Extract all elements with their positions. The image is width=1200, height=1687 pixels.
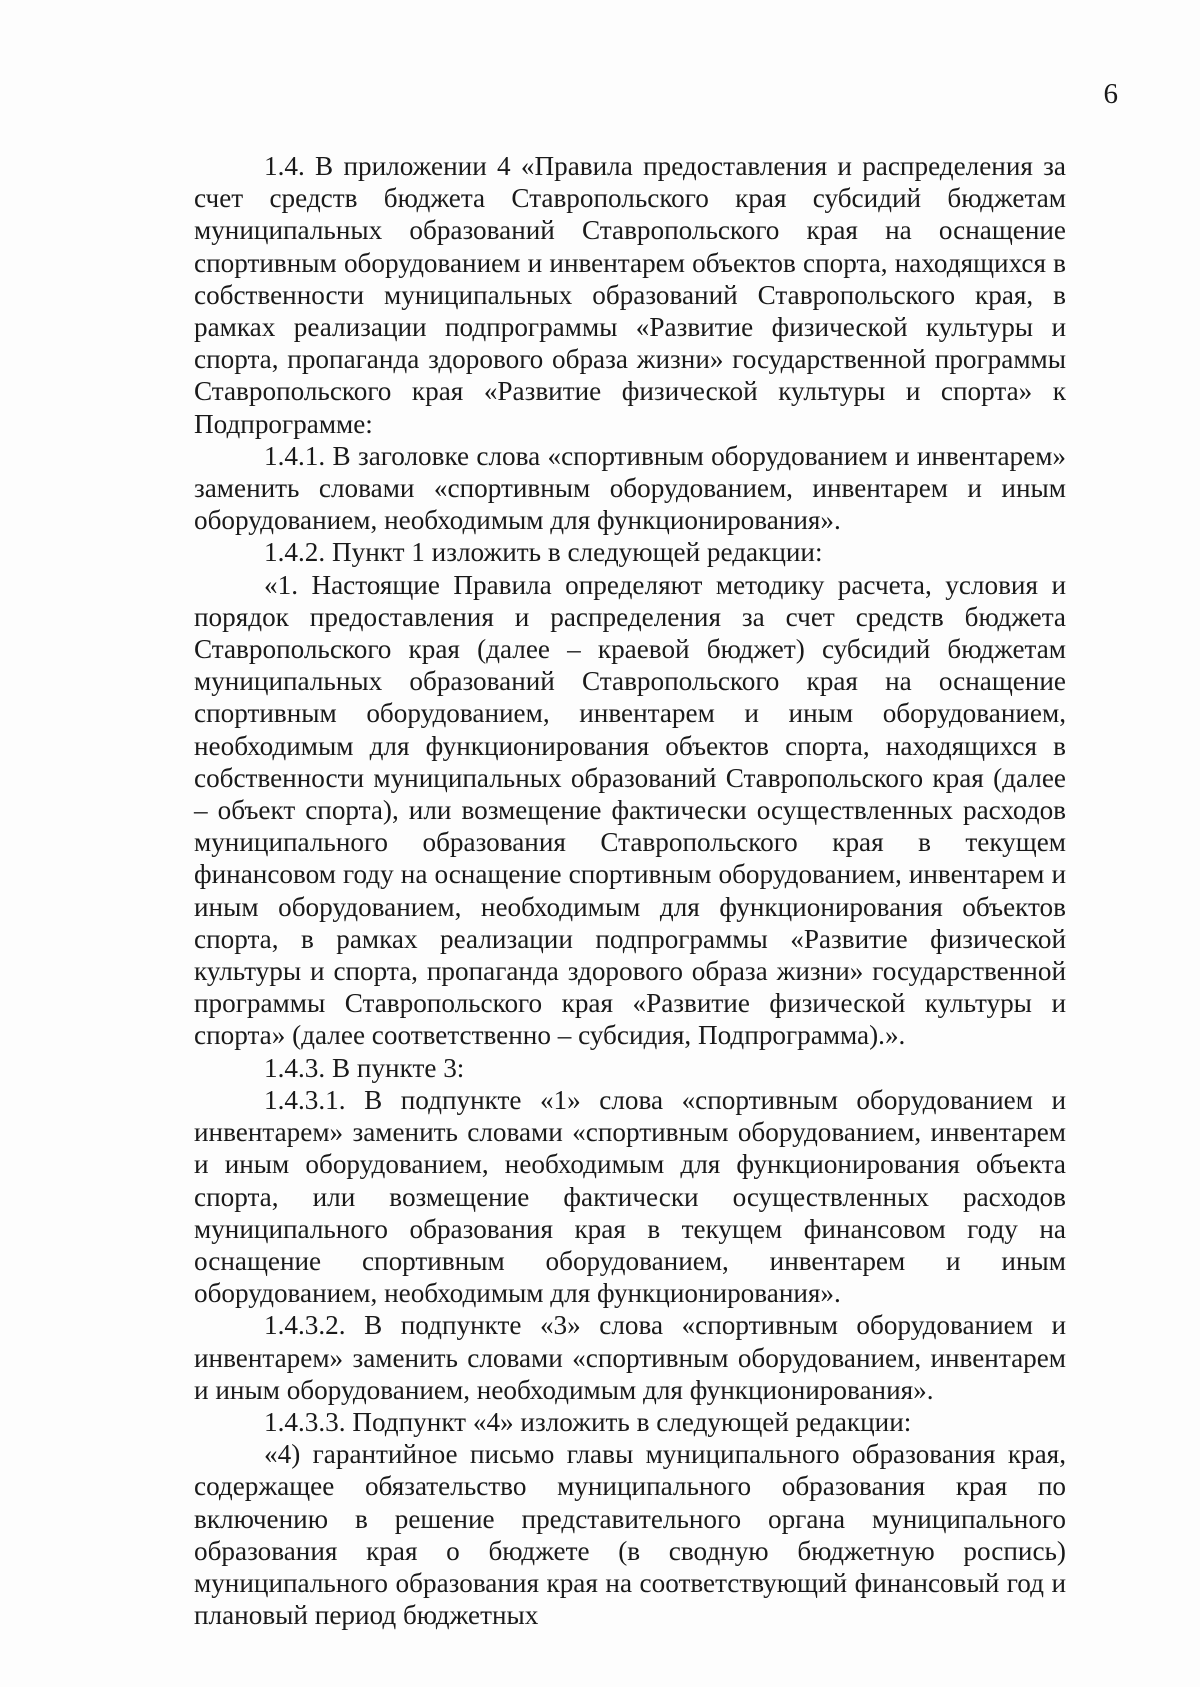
paragraph-1-4-3: 1.4.3. В пункте 3: <box>264 1052 465 1083</box>
paragraph-1-4-3-1: 1.4.3.1. В подпункте «1» слова «спортивным оборудованием и инвентарем» заменить словами «спортивным оборудованием, инвентарем и иным оборудованием, необходимым для функционирования объекта спорта, или возмещение фактически осуществленных расходов муниципального образования края в текущем финансовом году на оснащение спортивным оборудованием, инвентарем и иным оборудованием, необходимым для функционирования». <box>194 1084 1066 1309</box>
paragraph-1-4: 1.4. В приложении 4 «Правила предоставления и распределения за счет средств бюджета Ставропольского края субсидий бюджетам муниципальных образований Ставропольского края на оснащение спортивным оборудованием и инвентарем объектов спорта, находящихся в собственности муниципальных образований Ставропольского края, в рамках реализации подпрограммы «Развитие физической культуры и спорта, пропаганда здорового образа жизни» государственной программы Ставропольского края «Развитие физической культуры и спорта» к Подпрограмме: <box>194 151 1066 439</box>
paragraph-1-4-1: 1.4.1. В заголовке слова «спортивным оборудованием и инвентарем» заменить словами «спортивным оборудованием, инвентарем и иным оборудованием, необходимым для функционирования». <box>194 440 1066 536</box>
paragraph-1-4-3-3: 1.4.3.3. Подпункт «4» изложить в следующей редакции: <box>264 1406 912 1437</box>
paragraph-quote-rule-1: «1. Настоящие Правила определяют методику расчета, условия и порядок предоставления и распределения за счет средств бюджета Ставропольского края (далее – краевой бюджет) субсидий бюджетам муниципальных образований Ставропольского края на оснащение спортивным оборудованием, инвентарем и иным оборудованием, необходимым для функционирования объектов спорта, находящихся в собственности муниципальных образований Ставропольского края (далее – объект спорта), или возмещение фактически осуществленных расходов муниципального образования Ставропольского края в текущем финансовом году на оснащение спортивным оборудованием, инвентарем и иным оборудованием, необходимым для функционирования объектов спорта, в рамках реализации подпрограммы «Развитие физической культуры и спорта, пропаганда здорового образа жизни» государственной программы Ставропольского края «Развитие физической культуры и спорта» (далее соответственно – субсидия, Подпрограмма).». <box>194 569 1066 1051</box>
page-number: 6 <box>1103 78 1118 110</box>
document-body <box>194 150 1066 1631</box>
paragraph-1-4-2: 1.4.2. Пункт 1 изложить в следующей редакции: <box>264 537 823 568</box>
paragraph-1-4-3-2: 1.4.3.2. В подпункте «3» слова «спортивным оборудованием и инвентарем» заменить словами «спортивным оборудованием, инвентарем и иным оборудованием, необходимым для функционирования». <box>194 1310 1066 1405</box>
paragraph-quote-subitem-4: «4) гарантийное письмо главы муниципального образования края, содержащее обязательство муниципального образования края по включению в решение представительного органа муниципального образования края о бюджете (в сводную бюджетную роспись) муниципального образования края на соответствующий финансовый год и плановый период бюджетных <box>194 1439 1066 1631</box>
